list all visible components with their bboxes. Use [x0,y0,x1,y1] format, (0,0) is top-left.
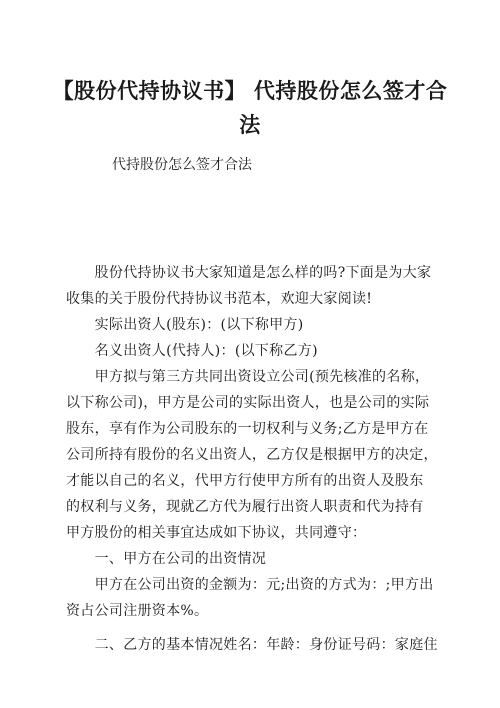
body-line: 实际出资人(股东)：(以下称甲方) [66,317,304,333]
body-line: 甲方拟与第三方共同出资设立公司(预先核准的名称， [66,369,430,385]
body-line: 的权利与义务，现就乙方代为履行出资人职责和代为持有 [66,499,424,515]
document-title-line-2: 法 [239,113,261,137]
body-line: 股东，享有作为公司股东的一切权利与义务;乙方是甲方在 [66,421,429,437]
body-line: 资占公司注册资本%。 [66,603,209,619]
document-subtitle: 代持股份怎么签才合法 [112,157,252,173]
body-line: 才能以自己的名义，代甲方行使甲方所有的出资人及股东 [66,473,424,489]
body-line: 股份代持协议书大家知道是怎么样的吗?下面是为大家 [66,265,432,281]
body-line: 公司所持有股份的名义出资人，乙方仅是根据甲方的决定， [66,447,438,463]
body-line: 一、甲方在公司的出资情况 [66,551,267,567]
body-line: 以下称公司)，甲方是公司的实际出资人，也是公司的实际 [66,395,430,411]
body-line: 甲方股份的相关事宜达成如下协议，共同遵守： [66,525,367,541]
document-title-line-1: 【股份代持协议书】 代持股份怎么签才合 [52,79,448,103]
body-line: 甲方在公司出资的金额为：元;出资的方式为：;甲方出 [66,577,434,593]
body-line: 收集的关于股份代持协议书范本，欢迎大家阅读! [66,291,373,307]
body-line: 名义出资人(代持人)：(以下称乙方) [66,343,318,359]
body-line: 二、乙方的基本情况姓名：年龄：身份证号码：家庭住 [66,637,438,653]
